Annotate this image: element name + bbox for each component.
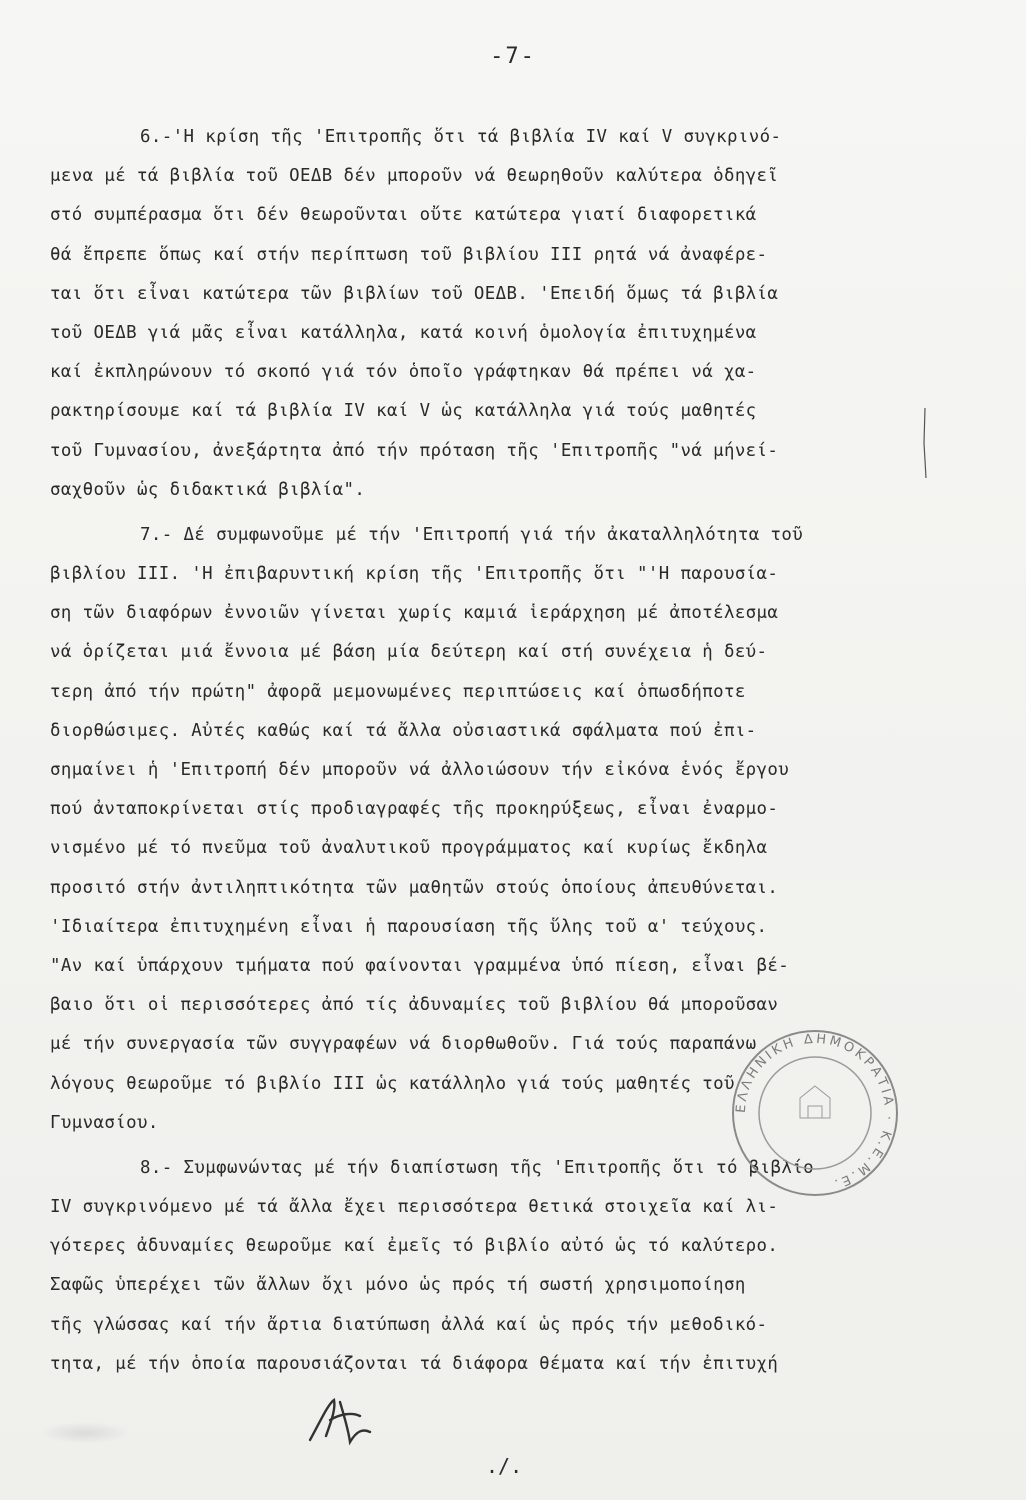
text-line: Γυμνασίου. xyxy=(50,1112,159,1133)
paper-smudge xyxy=(40,1422,130,1444)
text-line: ση τῶν διαφόρων ἐννοιῶν γίνεται χωρίς καμιά ἱεράρχηση μέ ἀποτέλεσμα xyxy=(50,603,779,624)
paragraph-6 xyxy=(50,118,980,510)
text-line: μενα μέ τά βιβλία τοῦ ΟΕΔΒ δέν μποροῦν νά θεωρηθοῦν καλύτερα ὁδηγεῖ xyxy=(50,166,779,187)
text-line: νά ὁρίζεται μιά ἔννοια μέ βάση μία δεύτερη καί στή συνέχεια ἡ δεύ- xyxy=(50,642,768,663)
text-line: μέ τήν συνεργασία τῶν συγγραφέων νά διορθωθοῦν. Γιά τούς παραπάνω xyxy=(50,1034,757,1055)
text-line: "Αν καί ὑπάρχουν τμήματα πού φαίνονται γραμμένα ὑπό πίεση, εἶναι βέ- xyxy=(50,955,790,976)
text-line: τερη ἀπό τήν πρώτη" ἀφορᾶ μεμονωμένες περιπτώσεις καί ὁπωσδήποτε xyxy=(50,681,746,702)
signature xyxy=(300,1392,380,1452)
text-line: βαιο ὅτι οἱ περισσότερες ἀπό τίς ἀδυναμίες τοῦ βιβλίου θά μποροῦσαν xyxy=(50,995,779,1016)
continuation-mark: ./. xyxy=(486,1454,523,1478)
stamp-text: ΕΛΛΗΝΙΚΗ ΔΗΜΟΚΡΑΤΙΑ · Κ.Ε.Μ.Ε. xyxy=(733,1031,897,1192)
text-line: τοῦ Γυμνασίου, ἀνεξάρτητα ἀπό τήν πρόταση τῆς 'Επιτροπῆς "νά μήνεί- xyxy=(50,440,779,461)
text-line: 8.- Συμφωνώντας μέ τήν διαπίστωση τῆς 'Επιτροπῆς ὅτι τό βιβλίο xyxy=(140,1157,814,1178)
text-line: 7.- Δέ συμφωνοῦμε μέ τήν 'Επιτροπή γιά τήν ἀκαταλληλότητα τοῦ xyxy=(140,524,804,545)
text-line: τοῦ ΟΕΔΒ γιά μᾶς εἶναι κατάλληλα, κατά κοινή ὁμολογία ἐπιτυχημένα xyxy=(50,322,757,343)
text-line: σαχθοῦν ὡς διδακτικά βιβλία". xyxy=(50,479,366,500)
text-line: πού ἀνταποκρίνεται στίς προδιαγραφές τῆς προκηρύξεως, εἶναι ἐναρμο- xyxy=(50,799,779,820)
text-line: καί ἐκπληρώνουν τό σκοπό γιά τόν ὁποῖο γράφτηκαν θά πρέπει νά χα- xyxy=(50,362,757,383)
text-line: 6.-'Η κρίση τῆς 'Επιτροπῆς ὅτι τά βιβλία IV καί V συγκρινό- xyxy=(140,127,782,147)
text-line: Σαφῶς ὑπερέχει τῶν ἄλλων ὄχι μόνο ὡς πρός τή σωστή χρησιμοποίηση xyxy=(50,1275,746,1296)
text-line: προσιτό στήν ἀντιληπτικότητα τῶν μαθητῶν στούς ὁποίους ἀπευθύνεται. xyxy=(50,877,779,898)
text-line: στό συμπέρασμα ὅτι δέν θεωροῦνται οὔτε κατώτερα γιατί διαφορετικά xyxy=(50,205,757,226)
text-line: διορθώσιμες. Αὐτές καθώς καί τά ἄλλα οὐσιαστικά σφάλματα πού ἐπι- xyxy=(50,720,757,741)
text-line: γότερες ἀδυναμίες θεωροῦμε καί ἐμεῖς τό βιβλίο αὐτό ὡς τό καλύτερο. xyxy=(50,1236,779,1257)
text-line: σημαίνει ἡ 'Επιτροπή δέν μποροῦν νά ἀλλοιώσουν τήν εἰκόνα ἑνός ἔργου xyxy=(50,760,790,780)
text-line: λόγους θεωροῦμε τό βιβλίο III ὡς κατάλληλο γιά τούς μαθητές τοῦ xyxy=(50,1073,735,1094)
text-line: 'Ιδιαίτερα ἐπιτυχημένη εἶναι ἡ παρουσίαση τῆς ὕλης τοῦ α' τεύχους. xyxy=(50,916,768,937)
official-stamp xyxy=(700,1028,930,1198)
text-line: νισμένο μέ τό πνεῦμα τοῦ ἀναλυτικοῦ προγράμματος καί κυρίως ἔκδηλα xyxy=(50,838,768,859)
text-line: IV συγκρινόμενο μέ τά ἄλλα ἔχει περισσότερα θετικά στοιχεῖα καί λι- xyxy=(50,1197,779,1218)
text-line: τῆς γλώσσας καί τήν ἄρτια διατύπωση ἀλλά καί ὡς πρός τήν μεθοδικό- xyxy=(50,1314,768,1335)
text-line: ρακτηρίσουμε καί τά βιβλία IV καί V ὡς κατάλληλα γιά τούς μαθητές xyxy=(50,401,757,422)
text-line: θά ἔπρεπε ὅπως καί στήν περίπτωση τοῦ βιβλίου III ρητά νά ἀναφέρε- xyxy=(50,244,768,265)
text-line: ται ὅτι εἶναι κατώτερα τῶν βιβλίων τοῦ ΟΕΔΒ. 'Επειδή ὅμως τά βιβλία xyxy=(50,283,779,304)
page-number: -7- xyxy=(490,44,536,69)
text-line: βιβλίου III. 'Η ἐπιβαρυντική κρίση τῆς 'Επιτροπῆς ὅτι "'Η παρουσία- xyxy=(50,564,779,585)
text-line: τητα, μέ τήν ὁποία παρουσιάζονται τά διάφορα θέματα καί τήν ἐπιτυχή xyxy=(50,1353,779,1374)
margin-mark xyxy=(920,408,930,478)
